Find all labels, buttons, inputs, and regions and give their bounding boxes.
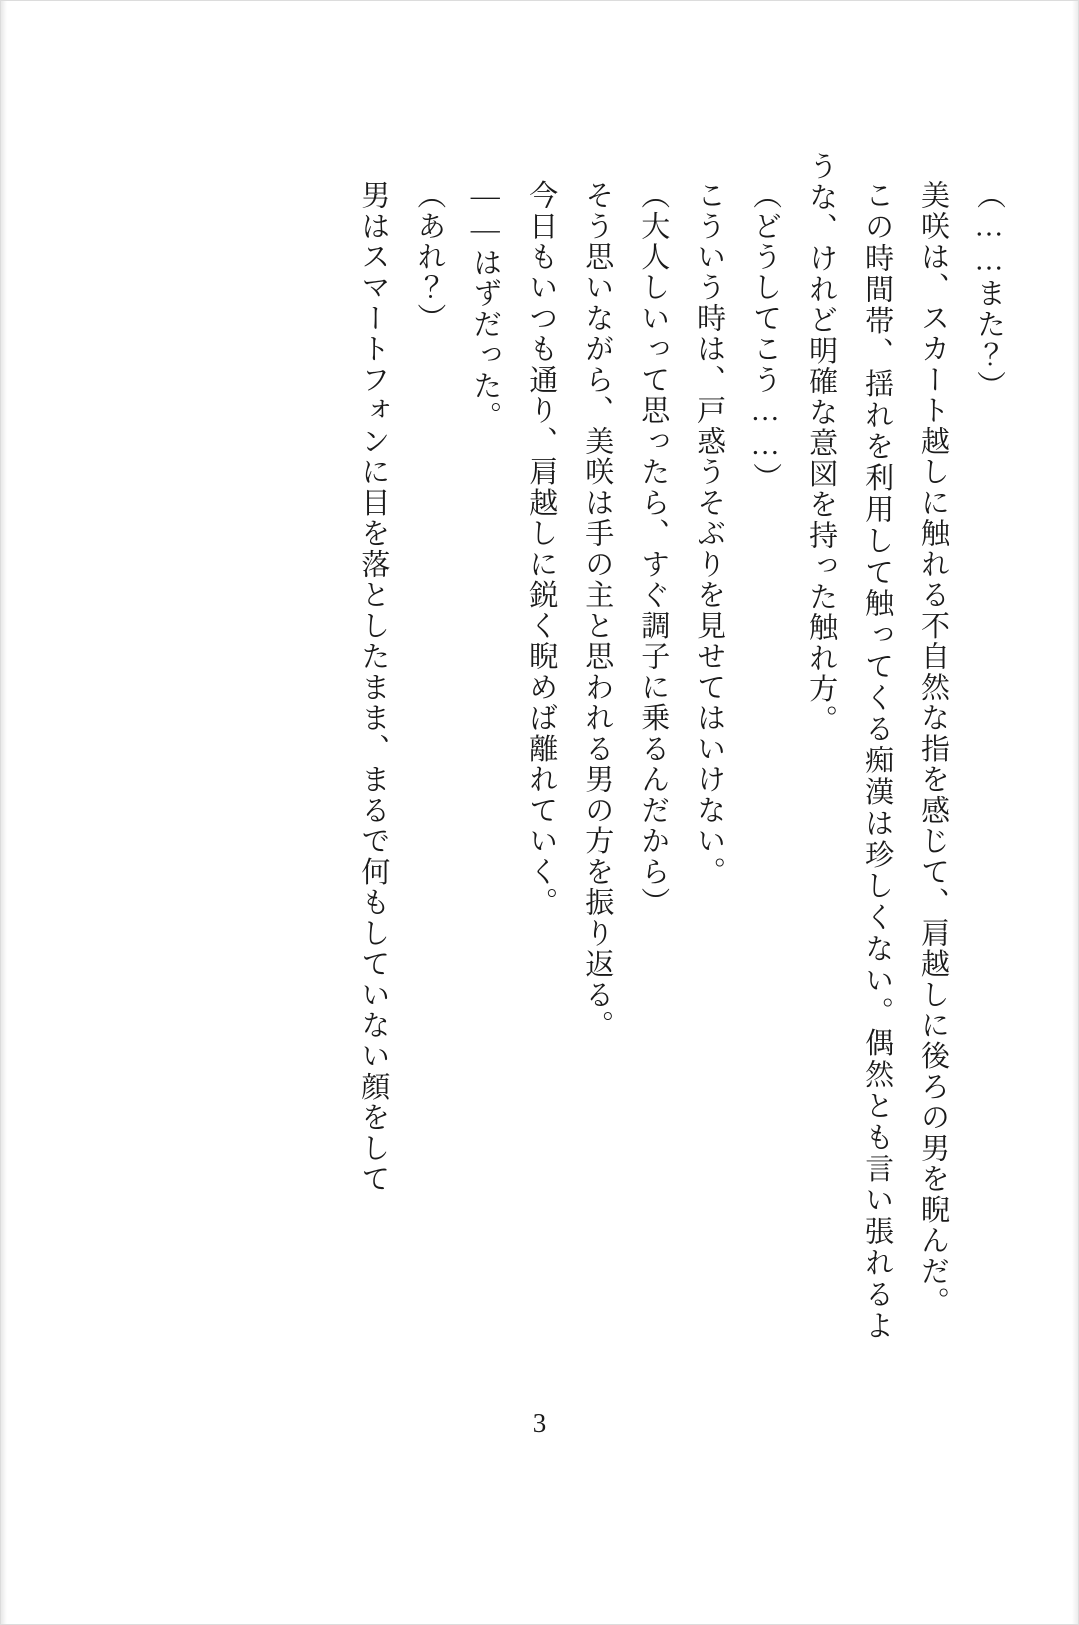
paragraph: （大人しいって思ったら、すぐ調子に乗るんだから） [637,180,670,918]
paragraph: （……また？） [973,180,1005,402]
paragraph: そう思いながら、美咲は手の主と思われる男の方を振り返る。 [581,180,614,1041]
paragraph: こういう時は、戸惑うそぶりを見せてはいけない。 [693,180,726,888]
paragraph: ――はずだった。 [469,180,502,432]
page-number: 3 [532,1408,547,1438]
paragraph: この時間帯、揺れを利用して触ってくる痴漢は珍しくない。偶然とも言い張れるような、けれど明確な意図を持った触れ方。 [805,151,894,1341]
paragraph: 男はスマートフォンに目を落としたまま、まるで何もしていない顔をして [357,180,390,1195]
paragraph: 美咲は、スカート越しに触れる不自然な指を感じて、肩越しに後ろの男を睨んだ。 [917,180,950,1318]
paragraph: 今日もいつも通り、肩越しに鋭く睨めば離れていく。 [525,180,558,918]
page-body-text [316,151,1016,1341]
paragraph: （どうしてこう……） [749,180,782,494]
paragraph: （あれ？） [413,180,446,334]
